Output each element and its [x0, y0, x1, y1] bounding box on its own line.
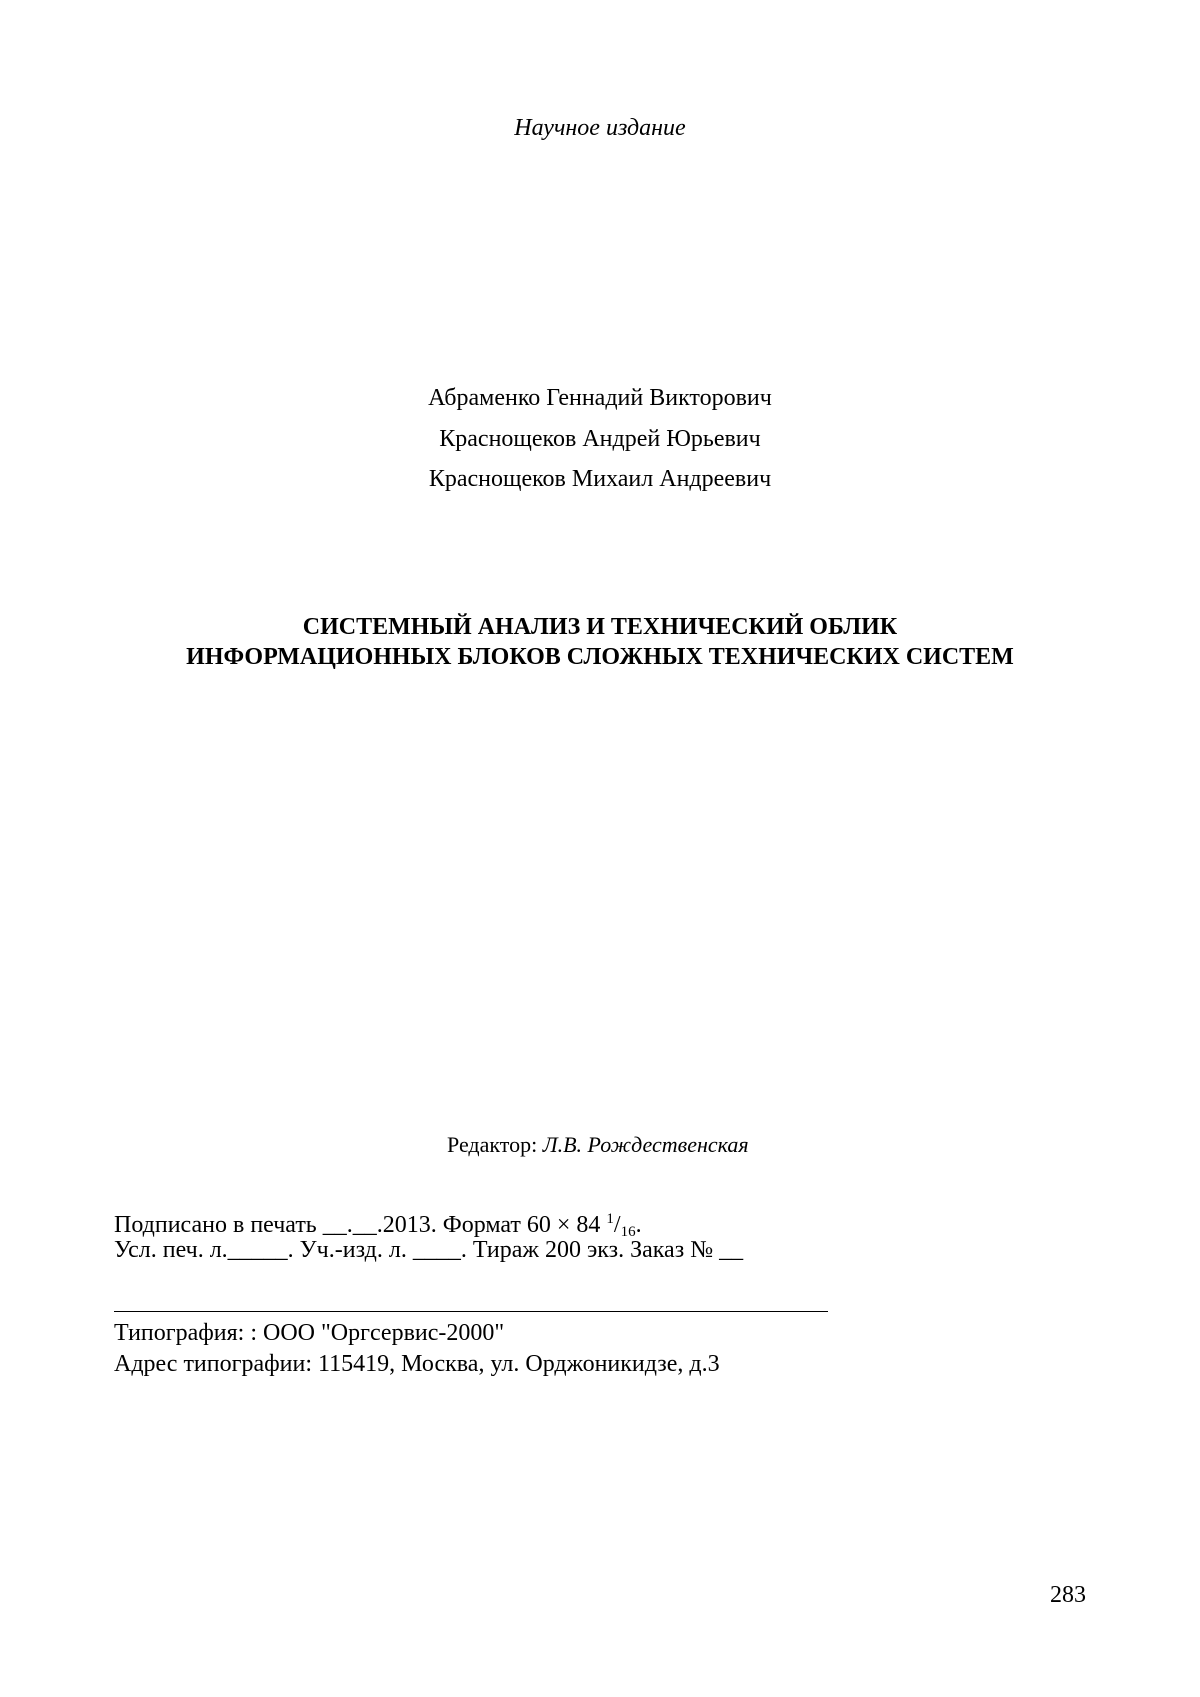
author-name: Абраменко Геннадий Викторович [428, 385, 772, 411]
printer-address: Адрес типографии: 115419, Москва, ул. Орджоникидзе, д.3 [114, 1351, 720, 1377]
editor-credit [447, 1130, 749, 1160]
imprint-line-2: Усл. печ. л._____. Уч.-изд. л. ____. Тираж 200 экз. Заказ № __ [114, 1237, 744, 1263]
format-slash: / [613, 1212, 621, 1238]
separator-rule [114, 1311, 828, 1312]
imprint-signed-format-text: Подписано в печать __.__.2013. Формат 60 × 84 [114, 1212, 607, 1238]
format-denominator: 16 [620, 1224, 636, 1240]
title-line-2: ИНФОРМАЦИОННЫХ БЛОКОВ СЛОЖНЫХ ТЕХНИЧЕСКИХ СИСТЕМ [186, 644, 1014, 670]
author-name: Краснощеков Михаил Андреевич [428, 466, 772, 492]
title-line-1: СИСТЕМНЫЙ АНАЛИЗ И ТЕХНИЧЕСКИЙ ОБЛИК [302, 614, 898, 640]
edition-type: Научное издание [514, 115, 686, 141]
imprint-line-1-end: . [635, 1212, 642, 1238]
page-number: 283 [1050, 1582, 1086, 1608]
author-name: Краснощеков Андрей Юрьевич [439, 426, 761, 452]
editor-label: Редактор: [447, 1132, 538, 1157]
printer-name: Типография: : ООО "Оргсервис-2000" [114, 1320, 505, 1346]
format-numerator: 1 [606, 1211, 614, 1227]
editor-name: Л.В. Рождественская [542, 1132, 749, 1157]
